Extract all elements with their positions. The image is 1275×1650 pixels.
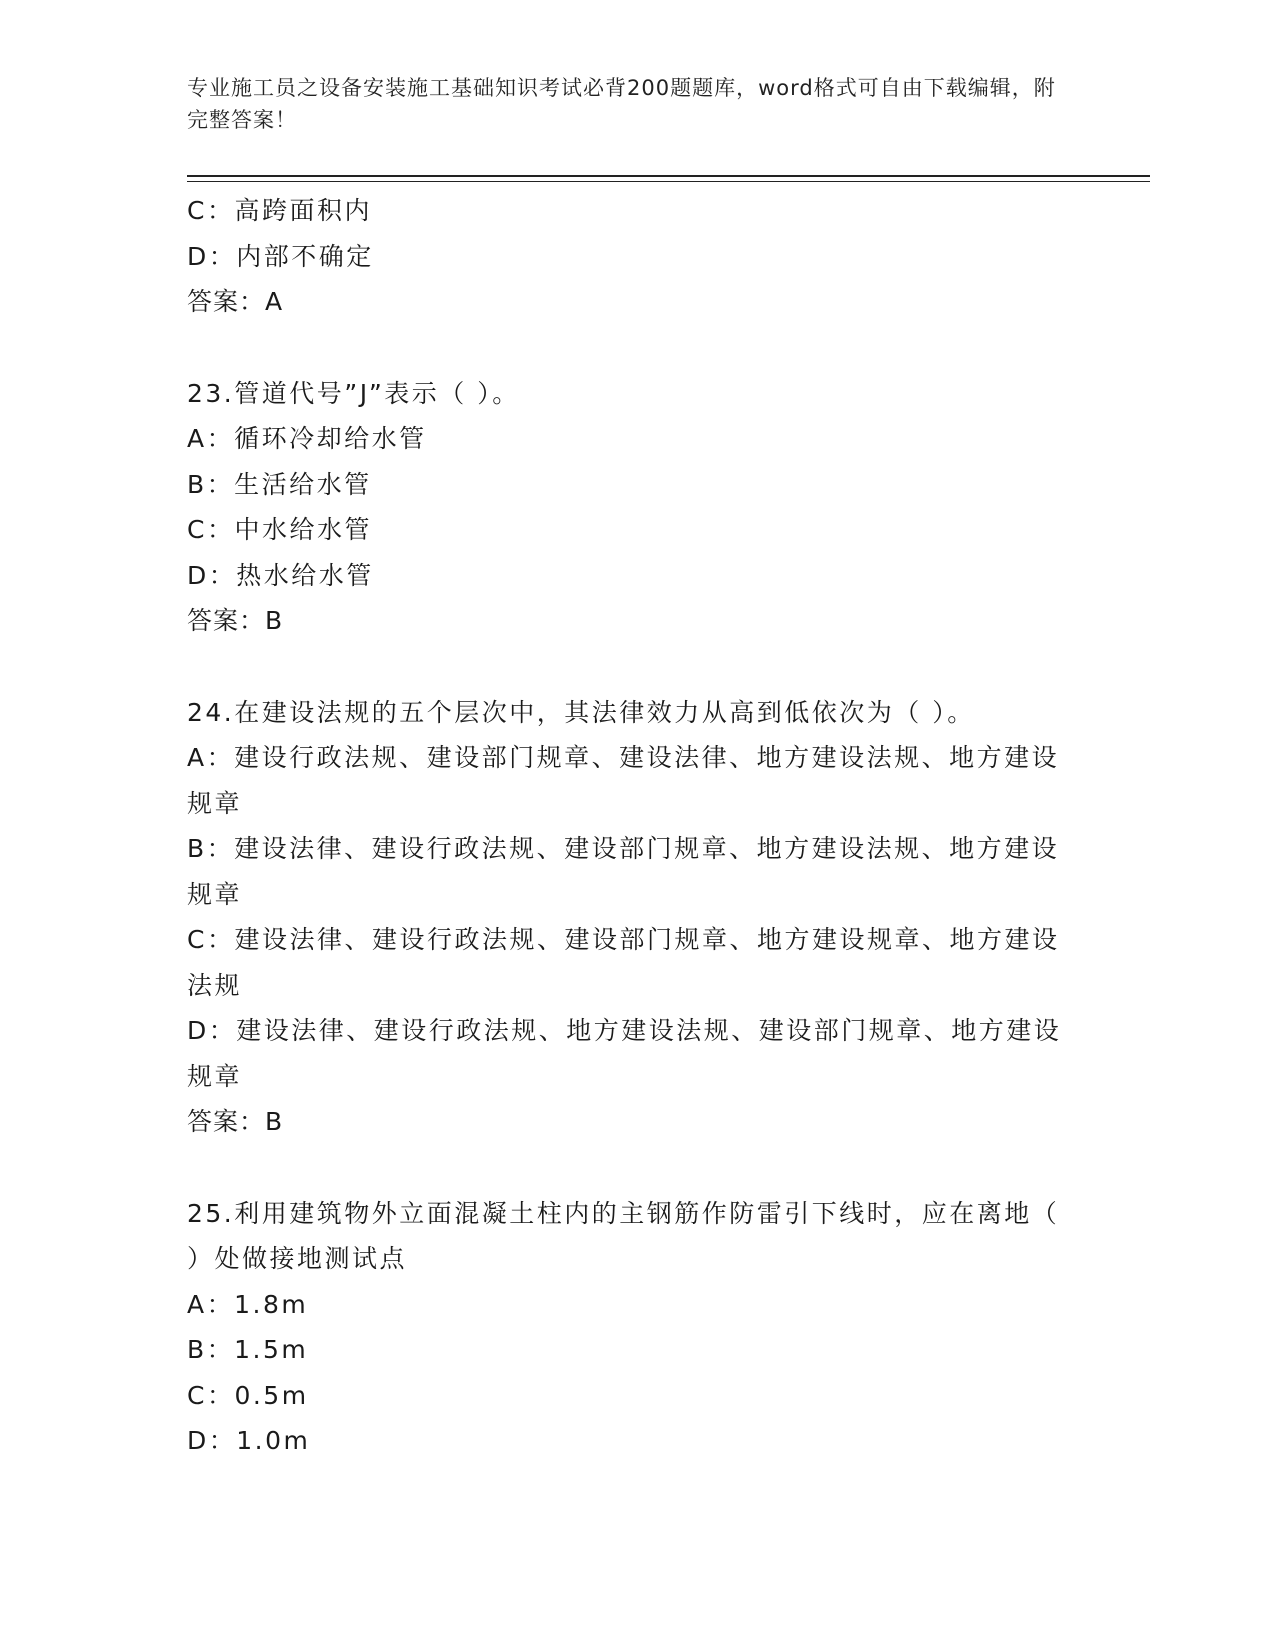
option-c: C：中水给水管 [187,515,372,544]
spacer [187,325,1087,371]
answer: 答案：B [187,1107,284,1136]
question-list [187,188,1087,1464]
spacer [187,644,1087,690]
question-text: 23.管道代号”J”表示（ ）。 [187,378,520,408]
option-c: C：建设法律、建设行政法规、建设部门规章、地方建设规章、地方建设法规 [187,925,1060,1000]
question-text: 24.在建设法规的五个层次中，其法律效力从高到低依次为（ ）。 [187,697,975,727]
header-divider-thick [187,175,1150,177]
question-23 [187,371,1087,644]
page-header: 专业施工员之设备安装施工基础知识考试必背200题题库，word格式可自由下载编辑，附完整答案！ [187,76,1056,132]
answer: 答案：B [187,606,284,635]
option-a: A：1.8m [187,1289,309,1319]
option-d: D：内部不确定 [187,241,374,271]
option-c: C：高跨面积内 [187,196,372,225]
option-d: D：1.0m [187,1426,311,1455]
option-d: D：热水给水管 [187,560,374,590]
option-a: A：建设行政法规、建设部门规章、建设法律、地方建设法规、地方建设规章 [187,743,1060,818]
question-25 [187,1191,1087,1464]
answer: 答案：A [187,287,284,316]
option-c: C：0.5m [187,1380,309,1410]
question-text: 25.利用建筑物外立面混凝土柱内的主钢筋作防雷引下线时，应在离地（ ）处做接地测试点 [187,1198,1060,1273]
option-b: B：1.5m [187,1335,309,1364]
option-a: A：循环冷却给水管 [187,424,427,453]
option-b: B：生活给水管 [187,469,372,499]
spacer [187,1145,1087,1191]
option-b: B：建设法律、建设行政法规、建设部门规章、地方建设法规、地方建设规章 [187,834,1060,909]
question-24 [187,690,1087,1145]
question-22-continued [187,188,1087,325]
header-divider-thin [187,181,1150,182]
option-d: D：建设法律、建设行政法规、地方建设法规、建设部门规章、地方建设规章 [187,1016,1062,1091]
